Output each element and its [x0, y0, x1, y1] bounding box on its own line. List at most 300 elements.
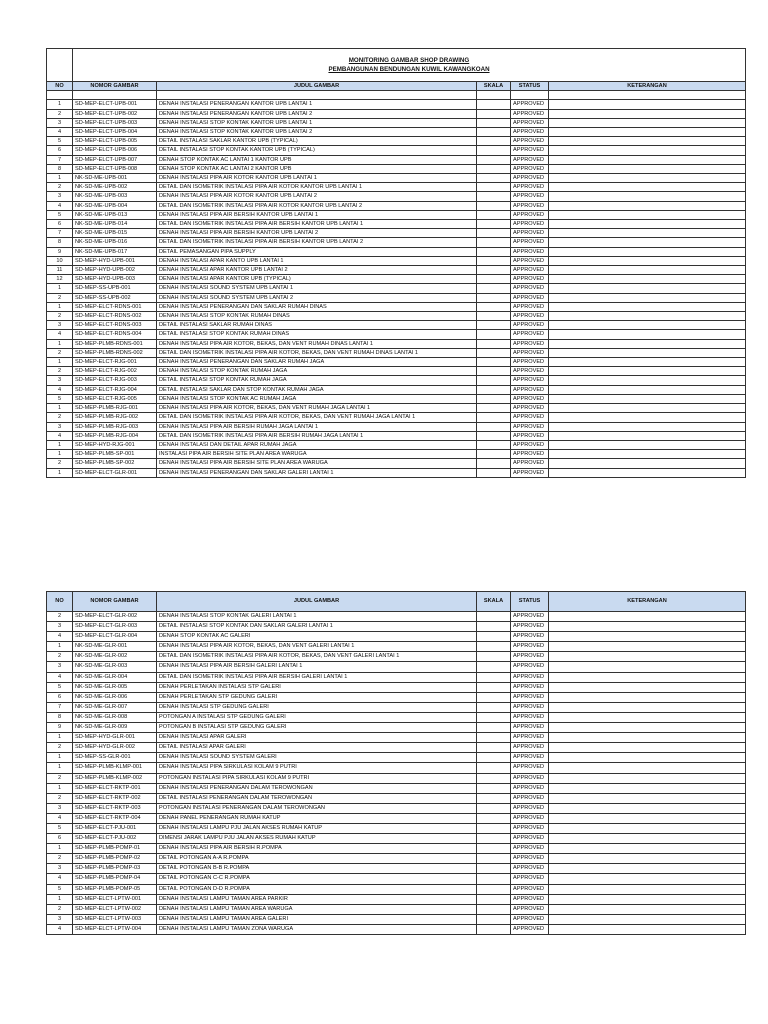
cell-skala	[477, 284, 511, 293]
table-row	[47, 229, 746, 238]
cell-status: APPROVED	[511, 284, 549, 293]
cell-status: APPROVED	[511, 330, 549, 339]
cell-status: APPROVED	[511, 783, 549, 793]
cell-nomor-gambar: NK-SD-ME-GLR-005	[73, 682, 157, 692]
cell-skala	[477, 763, 511, 773]
header-judul-gambar: JUDUL GAMBAR	[157, 592, 477, 612]
cell-nomor-gambar: SD-MEP-ELCT-GLR-001	[73, 468, 157, 477]
title-cell	[73, 49, 746, 82]
cell-skala	[477, 904, 511, 914]
table-row	[47, 247, 746, 256]
cell-no: 5	[47, 210, 73, 219]
cell-keterangan	[549, 612, 746, 622]
cell-judul-gambar: DETAIL DAN ISOMETRIK INSTALASI PIPA AIR KOTOR, BEKAS, DAN VENT RUMAH DINAS LANTAI 1	[157, 348, 477, 357]
cell-skala	[477, 682, 511, 692]
cell-skala	[477, 753, 511, 763]
cell-no: 2	[47, 904, 73, 914]
cell-judul-gambar: DENAH INSTALASI APAR GALERI	[157, 733, 477, 743]
cell-nomor-gambar: NK-SD-ME-UPB-003	[73, 192, 157, 201]
table-row	[47, 672, 746, 682]
cell-status: APPROVED	[511, 229, 549, 238]
cell-nomor-gambar: SD-MEP-ELCT-RDNS-001	[73, 302, 157, 311]
cell-keterangan	[549, 854, 746, 864]
header-skala: SKALA	[477, 592, 511, 612]
cell-nomor-gambar: SD-MEP-HYD-GLR-001	[73, 733, 157, 743]
cell-keterangan	[549, 275, 746, 284]
cell-nomor-gambar: SD-MEP-ELCT-GLR-003	[73, 622, 157, 632]
cell-judul-gambar: DENAH INSTALASI PIPA AIR KOTOR, BEKAS, DAN VENT GALERI LANTAI 1	[157, 642, 477, 652]
cell-keterangan	[549, 367, 746, 376]
cell-no: 3	[47, 914, 73, 924]
cell-skala	[477, 358, 511, 367]
cell-judul-gambar: DENAH INSTALASI PIPA AIR BERSIH GALERI LANTAI 1	[157, 662, 477, 672]
cell-nomor-gambar: SD-MEP-ELCT-UPB-008	[73, 164, 157, 173]
table-row	[47, 302, 746, 311]
table-row	[47, 256, 746, 265]
cell-status: APPROVED	[511, 834, 549, 844]
cell-nomor-gambar: SD-MEP-ELCT-GLR-002	[73, 612, 157, 622]
cell-nomor-gambar: SD-MEP-ELCT-RKTP-001	[73, 783, 157, 793]
blank-cell	[157, 91, 477, 100]
cell-keterangan	[549, 672, 746, 682]
cell-keterangan	[549, 422, 746, 431]
cell-skala	[477, 137, 511, 146]
table-row	[47, 321, 746, 330]
cell-skala	[477, 813, 511, 823]
cell-skala	[477, 733, 511, 743]
cell-skala	[477, 256, 511, 265]
cell-skala	[477, 164, 511, 173]
cell-keterangan	[549, 164, 746, 173]
cell-skala	[477, 266, 511, 275]
cell-skala	[477, 440, 511, 449]
cell-nomor-gambar: NK-SD-ME-GLR-001	[73, 642, 157, 652]
cell-no: 1	[47, 468, 73, 477]
cell-nomor-gambar: NK-SD-ME-UPB-017	[73, 247, 157, 256]
cell-status: APPROVED	[511, 118, 549, 127]
cell-skala	[477, 302, 511, 311]
cell-status: APPROVED	[511, 468, 549, 477]
cell-nomor-gambar: SD-MEP-ELCT-LPTW-003	[73, 914, 157, 924]
table-row	[47, 632, 746, 642]
cell-keterangan	[549, 823, 746, 833]
cell-no: 9	[47, 723, 73, 733]
cell-status: APPROVED	[511, 238, 549, 247]
cell-status: APPROVED	[511, 247, 549, 256]
table-row	[47, 662, 746, 672]
table-row	[47, 692, 746, 702]
cell-judul-gambar: DENAH INSTALASI SOUND SYSTEM UPB LANTAI 1	[157, 284, 477, 293]
cell-judul-gambar: DENAH INSTALASI STOP KONTAK GALERI LANTAI 1	[157, 612, 477, 622]
cell-judul-gambar: DETAIL INSTALASI SAKLAR KANTOR UPB (TYPICAL)	[157, 137, 477, 146]
cell-skala	[477, 192, 511, 201]
cell-keterangan	[549, 712, 746, 722]
cell-skala	[477, 431, 511, 440]
cell-no: 1	[47, 358, 73, 367]
cell-status: APPROVED	[511, 450, 549, 459]
cell-keterangan	[549, 702, 746, 712]
table-row	[47, 803, 746, 813]
cell-nomor-gambar: SD-MEP-ELCT-RKTP-004	[73, 813, 157, 823]
header-keterangan: KETERANGAN	[549, 592, 746, 612]
cell-skala	[477, 367, 511, 376]
cell-nomor-gambar: SD-MEP-ELCT-GLR-004	[73, 632, 157, 642]
cell-keterangan	[549, 118, 746, 127]
cell-status: APPROVED	[511, 874, 549, 884]
header-keterangan: KETERANGAN	[549, 82, 746, 91]
cell-nomor-gambar: NK-SD-ME-UPB-013	[73, 210, 157, 219]
cell-status: APPROVED	[511, 109, 549, 118]
cell-skala	[477, 247, 511, 256]
cell-judul-gambar: DETAIL INSTALASI SAKLAR DAN STOP KONTAK RUMAH JAGA	[157, 385, 477, 394]
cell-judul-gambar: DENAH STOP KONTAK AC GALERI	[157, 632, 477, 642]
cell-status: APPROVED	[511, 302, 549, 311]
cell-skala	[477, 413, 511, 422]
cell-nomor-gambar: SD-MEP-ELCT-UPB-004	[73, 128, 157, 137]
cell-judul-gambar: DETAIL DAN ISOMETRIK INSTALASI PIPA AIR BERSIH RUMAH JAGA LANTAI 1	[157, 431, 477, 440]
cell-no: 4	[47, 813, 73, 823]
table-row	[47, 763, 746, 773]
cell-judul-gambar: DENAH INSTALASI PIPA AIR BERSIH R.POMPA	[157, 844, 477, 854]
cell-status: APPROVED	[511, 146, 549, 155]
blank-cell	[73, 91, 157, 100]
cell-keterangan	[549, 468, 746, 477]
table-row	[47, 118, 746, 127]
cell-status: APPROVED	[511, 692, 549, 702]
cell-no: 8	[47, 164, 73, 173]
document-subtitle: PEMBANGUNAN BENDUNGAN KUWIL KAWANGKOAN	[328, 66, 490, 73]
cell-status: APPROVED	[511, 743, 549, 753]
cell-keterangan	[549, 192, 746, 201]
table-row	[47, 385, 746, 394]
cell-status: APPROVED	[511, 632, 549, 642]
cell-keterangan	[549, 109, 746, 118]
cell-keterangan	[549, 813, 746, 823]
cell-status: APPROVED	[511, 312, 549, 321]
cell-nomor-gambar: SD-MEP-ELCT-RJG-001	[73, 358, 157, 367]
cell-keterangan	[549, 793, 746, 803]
table-row	[47, 367, 746, 376]
cell-skala	[477, 854, 511, 864]
cell-no: 1	[47, 100, 73, 109]
cell-skala	[477, 330, 511, 339]
drawing-table-sheet-1	[46, 48, 746, 478]
cell-no: 6	[47, 146, 73, 155]
cell-no: 12	[47, 275, 73, 284]
cell-no: 4	[47, 330, 73, 339]
cell-judul-gambar: DENAH INSTALASI STOP KONTAK AC RUMAH JAGA	[157, 394, 477, 403]
cell-nomor-gambar: SD-MEP-PLMB-RDNS-001	[73, 339, 157, 348]
table-row	[47, 612, 746, 622]
cell-skala	[477, 793, 511, 803]
cell-status: APPROVED	[511, 358, 549, 367]
cell-skala	[477, 914, 511, 924]
table-row	[47, 330, 746, 339]
cell-keterangan	[549, 662, 746, 672]
cell-no: 2	[47, 612, 73, 622]
table-row	[47, 844, 746, 854]
table-row	[47, 348, 746, 357]
cell-status: APPROVED	[511, 293, 549, 302]
header-nomor-gambar: NOMOR GAMBAR	[73, 592, 157, 612]
cell-skala	[477, 109, 511, 118]
cell-no: 2	[47, 459, 73, 468]
cell-status: APPROVED	[511, 174, 549, 183]
cell-skala	[477, 174, 511, 183]
cell-nomor-gambar: SD-MEP-PLMB-RDNS-002	[73, 348, 157, 357]
cell-no: 1	[47, 642, 73, 652]
cell-nomor-gambar: SD-MEP-ELCT-RDNS-002	[73, 312, 157, 321]
cell-no: 3	[47, 118, 73, 127]
table-row	[47, 266, 746, 275]
cell-nomor-gambar: NK-SD-ME-GLR-006	[73, 692, 157, 702]
table-row	[47, 100, 746, 109]
cell-skala	[477, 100, 511, 109]
cell-nomor-gambar: NK-SD-ME-UPB-015	[73, 229, 157, 238]
header-status: STATUS	[511, 592, 549, 612]
cell-status: APPROVED	[511, 183, 549, 192]
cell-judul-gambar: DENAH PERLETAKAN INSTALASI STP GALERI	[157, 682, 477, 692]
cell-nomor-gambar: NK-SD-ME-GLR-004	[73, 672, 157, 682]
table-row	[47, 743, 746, 753]
cell-skala	[477, 275, 511, 284]
cell-status: APPROVED	[511, 275, 549, 284]
cell-status: APPROVED	[511, 803, 549, 813]
cell-no: 3	[47, 622, 73, 632]
cell-skala	[477, 404, 511, 413]
cell-nomor-gambar: SD-MEP-ELCT-LPTW-002	[73, 904, 157, 914]
table-row	[47, 450, 746, 459]
cell-judul-gambar: DENAH INSTALASI PIPA AIR BERSIH RUMAH JAGA LANTAI 1	[157, 422, 477, 431]
cell-status: APPROVED	[511, 413, 549, 422]
cell-nomor-gambar: SD-MEP-PLMB-POMP-02	[73, 854, 157, 864]
cell-skala	[477, 468, 511, 477]
header-judul-gambar: JUDUL GAMBAR	[157, 82, 477, 91]
cell-no: 4	[47, 874, 73, 884]
table-row	[47, 622, 746, 632]
cell-nomor-gambar: SD-MEP-ELCT-RKTP-003	[73, 803, 157, 813]
cell-status: APPROVED	[511, 100, 549, 109]
cell-status: APPROVED	[511, 220, 549, 229]
cell-keterangan	[549, 692, 746, 702]
cell-judul-gambar: DENAH INSTALASI SOUND SYSTEM GALERI	[157, 753, 477, 763]
cell-judul-gambar: POTONGAN A INSTALASI STP GEDUNG GALERI	[157, 712, 477, 722]
cell-status: APPROVED	[511, 192, 549, 201]
header-skala: SKALA	[477, 82, 511, 91]
table-row	[47, 394, 746, 403]
table-row	[47, 783, 746, 793]
cell-nomor-gambar: SD-MEP-SS-GLR-001	[73, 753, 157, 763]
cell-no: 5	[47, 394, 73, 403]
cell-no: 5	[47, 137, 73, 146]
cell-status: APPROVED	[511, 904, 549, 914]
cell-status: APPROVED	[511, 201, 549, 210]
cell-no: 8	[47, 238, 73, 247]
cell-nomor-gambar: SD-MEP-ELCT-UPB-007	[73, 155, 157, 164]
table-row	[47, 924, 746, 934]
sheet-2-body	[47, 612, 746, 935]
cell-skala	[477, 339, 511, 348]
cell-no: 4	[47, 672, 73, 682]
cell-keterangan	[549, 266, 746, 275]
cell-status: APPROVED	[511, 348, 549, 357]
cell-keterangan	[549, 155, 746, 164]
cell-keterangan	[549, 220, 746, 229]
cell-nomor-gambar: SD-MEP-PLMB-RJG-003	[73, 422, 157, 431]
cell-keterangan	[549, 293, 746, 302]
cell-no: 6	[47, 692, 73, 702]
cell-no: 4	[47, 128, 73, 137]
cell-keterangan	[549, 321, 746, 330]
cell-nomor-gambar: SD-MEP-PLMB-POMP-05	[73, 884, 157, 894]
cell-judul-gambar: DETAIL POTONGAN B-B R.POMPA	[157, 864, 477, 874]
cell-judul-gambar: INSTALASI PIPA AIR BERSIH SITE PLAN AREA WARUGA	[157, 450, 477, 459]
cell-status: APPROVED	[511, 385, 549, 394]
cell-skala	[477, 632, 511, 642]
cell-nomor-gambar: SD-MEP-PLMB-RJG-001	[73, 404, 157, 413]
table-row	[47, 682, 746, 692]
cell-nomor-gambar: SD-MEP-PLMB-RJG-004	[73, 431, 157, 440]
cell-status: APPROVED	[511, 266, 549, 275]
table-row	[47, 823, 746, 833]
cell-no: 1	[47, 450, 73, 459]
cell-skala	[477, 459, 511, 468]
cell-skala	[477, 394, 511, 403]
cell-nomor-gambar: SD-MEP-HYD-RJG-001	[73, 440, 157, 449]
cell-status: APPROVED	[511, 773, 549, 783]
table-row	[47, 904, 746, 914]
cell-status: APPROVED	[511, 712, 549, 722]
cell-nomor-gambar: SD-MEP-ELCT-LPTW-001	[73, 894, 157, 904]
cell-keterangan	[549, 803, 746, 813]
cell-skala	[477, 201, 511, 210]
cell-keterangan	[549, 743, 746, 753]
cell-skala	[477, 652, 511, 662]
cell-keterangan	[549, 733, 746, 743]
cell-keterangan	[549, 904, 746, 914]
cell-nomor-gambar: SD-MEP-ELCT-RKTP-002	[73, 793, 157, 803]
cell-status: APPROVED	[511, 914, 549, 924]
table-row	[47, 293, 746, 302]
cell-nomor-gambar: SD-MEP-ELCT-UPB-002	[73, 109, 157, 118]
cell-nomor-gambar: SD-MEP-PLMB-KLMP-002	[73, 773, 157, 783]
table-row	[47, 164, 746, 173]
cell-keterangan	[549, 864, 746, 874]
cell-keterangan	[549, 404, 746, 413]
cell-skala	[477, 924, 511, 934]
cell-keterangan	[549, 358, 746, 367]
cell-keterangan	[549, 312, 746, 321]
cell-judul-gambar: DENAH INSTALASI PENERANGAN DALAM TEROWONGAN	[157, 783, 477, 793]
cell-no: 1	[47, 174, 73, 183]
cell-judul-gambar: DETAIL DAN ISOMETRIK INSTALASI PIPA AIR BERSIH GALERI LANTAI 1	[157, 672, 477, 682]
cell-status: APPROVED	[511, 753, 549, 763]
cell-judul-gambar: DENAH INSTALASI PENERANGAN DAN SAKLAR RUMAH JAGA	[157, 358, 477, 367]
cell-nomor-gambar: NK-SD-ME-UPB-004	[73, 201, 157, 210]
cell-judul-gambar: DETAIL INSTALASI SAKLAR RUMAH DINAS	[157, 321, 477, 330]
cell-skala	[477, 183, 511, 192]
cell-status: APPROVED	[511, 864, 549, 874]
cell-no: 8	[47, 712, 73, 722]
cell-status: APPROVED	[511, 459, 549, 468]
cell-no: 2	[47, 293, 73, 302]
cell-no: 6	[47, 220, 73, 229]
cell-judul-gambar: DENAH INSTALASI PIPA AIR BERSIH SITE PLAN AREA WARUGA	[157, 459, 477, 468]
cell-keterangan	[549, 844, 746, 854]
table-row	[47, 753, 746, 763]
cell-judul-gambar: DETAIL DAN ISOMETRIK INSTALASI PIPA AIR KOTOR KANTOR UPB LANTAI 2	[157, 201, 477, 210]
cell-no: 3	[47, 422, 73, 431]
cell-no: 1	[47, 284, 73, 293]
cell-judul-gambar: DENAH INSTALASI PIPA AIR KOTOR, BEKAS, DAN VENT RUMAH JAGA LANTAI 1	[157, 404, 477, 413]
cell-keterangan	[549, 914, 746, 924]
cell-no: 5	[47, 682, 73, 692]
blank-cell	[549, 91, 746, 100]
cell-skala	[477, 321, 511, 330]
blank-cell	[511, 91, 549, 100]
cell-no: 4	[47, 385, 73, 394]
cell-no: 1	[47, 763, 73, 773]
cell-status: APPROVED	[511, 662, 549, 672]
header-no: NO	[47, 592, 73, 612]
cell-status: APPROVED	[511, 422, 549, 431]
cell-judul-gambar: DENAH INSTALASI PIPA AIR BERSIH KANTOR UPB LANTAI 2	[157, 229, 477, 238]
cell-status: APPROVED	[511, 210, 549, 219]
cell-skala	[477, 642, 511, 652]
cell-judul-gambar: DENAH INSTALASI PIPA AIR KOTOR KANTOR UPB LANTAI 1	[157, 174, 477, 183]
cell-judul-gambar: DENAH INSTALASI STOP KONTAK KANTOR UPB LANTAI 1	[157, 118, 477, 127]
cell-no: 1	[47, 733, 73, 743]
cell-skala	[477, 702, 511, 712]
cell-status: APPROVED	[511, 884, 549, 894]
blank-cell	[47, 91, 73, 100]
cell-no: 5	[47, 884, 73, 894]
cell-judul-gambar: DENAH PANEL PENERANGAN RUMAH KATUP	[157, 813, 477, 823]
cell-skala	[477, 210, 511, 219]
cell-no: 7	[47, 229, 73, 238]
cell-nomor-gambar: NK-SD-ME-UPB-014	[73, 220, 157, 229]
blank-row	[47, 91, 746, 100]
cell-nomor-gambar: SD-MEP-PLMB-KLMP-001	[73, 763, 157, 773]
cell-no: 10	[47, 256, 73, 265]
cell-judul-gambar: DETAIL DAN ISOMETRIK INSTALASI PIPA AIR KOTOR, BEKAS, DAN VENT GALERI LANTAI 1	[157, 652, 477, 662]
table-row	[47, 174, 746, 183]
cell-judul-gambar: DENAH INSTALASI PIPA AIR BERSIH KANTOR UPB LANTAI 1	[157, 210, 477, 219]
cell-keterangan	[549, 247, 746, 256]
table-row	[47, 723, 746, 733]
cell-skala	[477, 823, 511, 833]
cell-no: 2	[47, 793, 73, 803]
table-row	[47, 468, 746, 477]
cell-judul-gambar: POTONGAN INSTALASI PENERANGAN DALAM TEROWONGAN	[157, 803, 477, 813]
cell-no: 3	[47, 864, 73, 874]
cell-status: APPROVED	[511, 164, 549, 173]
cell-skala	[477, 385, 511, 394]
cell-skala	[477, 155, 511, 164]
cell-keterangan	[549, 894, 746, 904]
cell-judul-gambar: DENAH INSTALASI LAMPU TAMAN ZONA WARUGA	[157, 924, 477, 934]
cell-skala	[477, 220, 511, 229]
cell-keterangan	[549, 632, 746, 642]
cell-no: 3	[47, 192, 73, 201]
cell-no: 11	[47, 266, 73, 275]
cell-no: 5	[47, 823, 73, 833]
cell-judul-gambar: DENAH INSTALASI PENERANGAN DAN SAKLAR GALERI LANTAI 1	[157, 468, 477, 477]
cell-no: 9	[47, 247, 73, 256]
cell-nomor-gambar: SD-MEP-ELCT-RJG-002	[73, 367, 157, 376]
cell-judul-gambar: DENAH INSTALASI PENERANGAN KANTOR UPB LANTAI 1	[157, 100, 477, 109]
table-row	[47, 312, 746, 321]
